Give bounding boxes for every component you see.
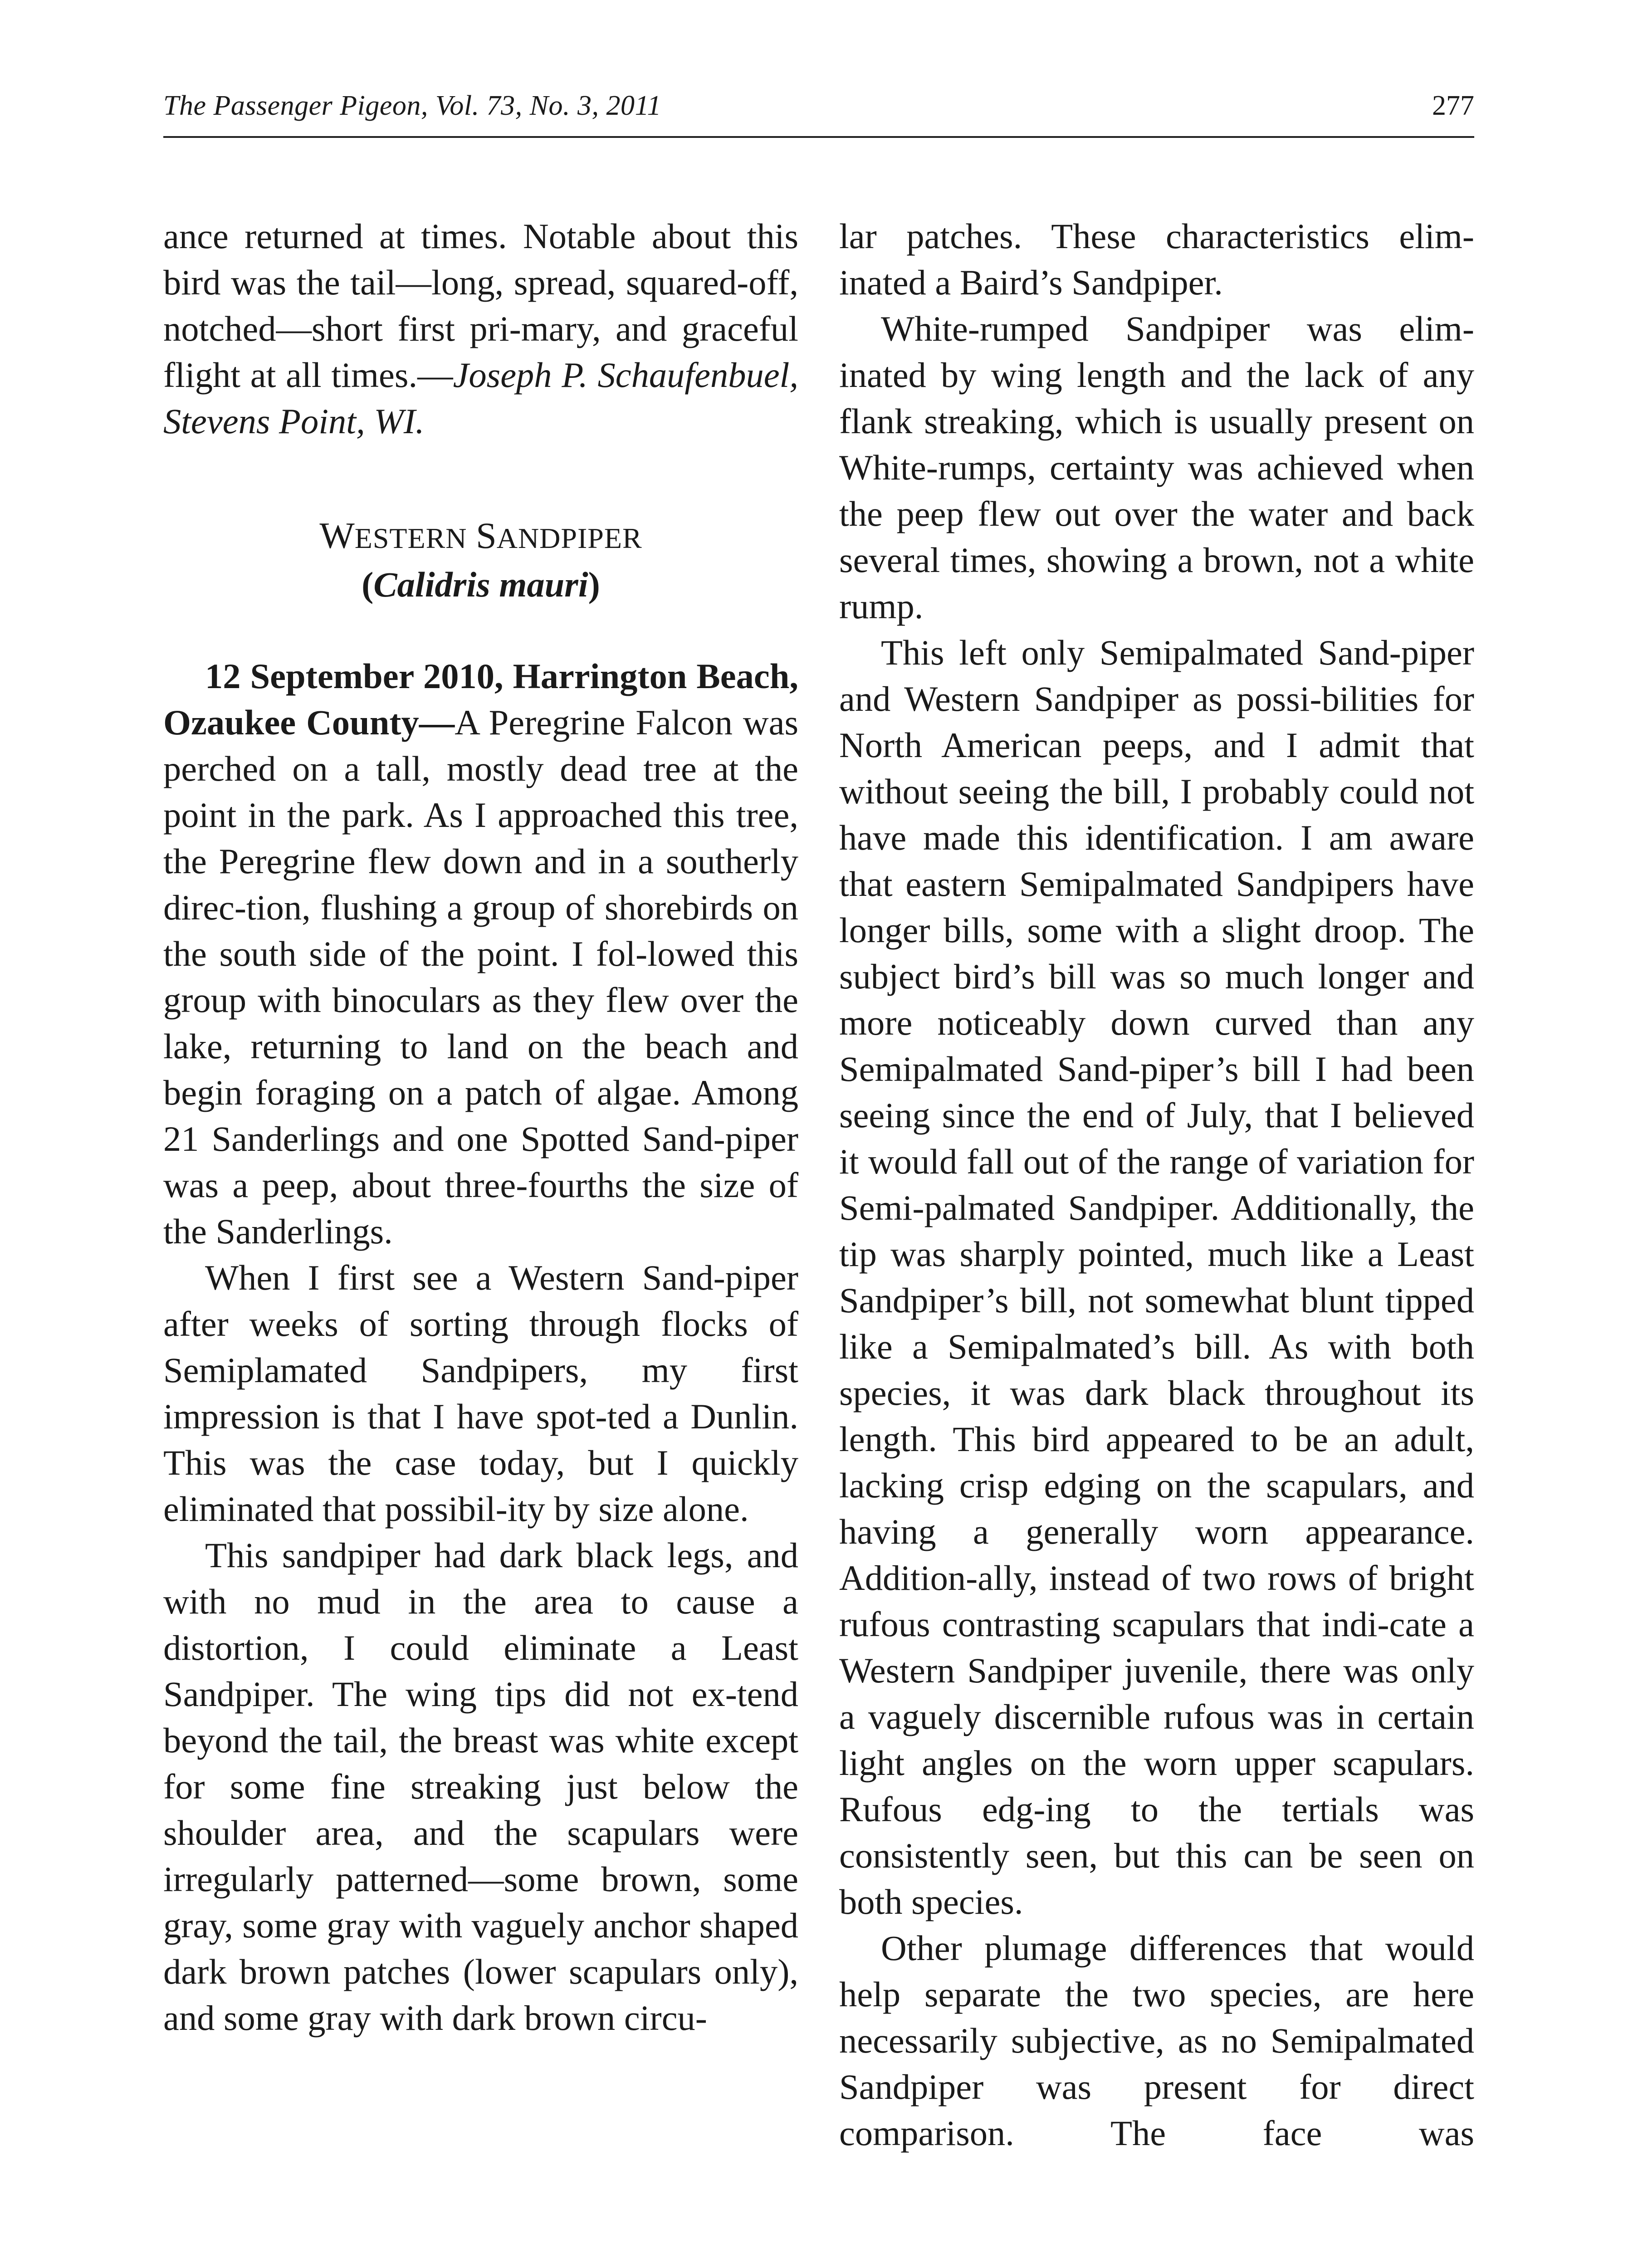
paragraph-plumage: Other plumage differences that would help separate the two species, are here necessarily subjective, as no Semipalmated Sandpiper was present for direct comparison. The face was — [839, 1928, 1474, 2153]
heading-rest-sandpiper: ANDPIPER — [496, 522, 642, 554]
left-column — [163, 213, 798, 2041]
page-header — [163, 86, 1474, 138]
paragraph-dunlin: When I first see a Western Sand-piper after weeks of sorting through flocks of Semiplamated Sandpipers, my first impression is that I have spot-ted a Dunlin. This was the case today, but I quickly eliminated that possibil-ity by size alone. — [163, 1258, 798, 1529]
continued-paragraph — [163, 213, 798, 445]
paragraph-white-rumped: White-rumped Sandpiper was elim-inated by wing length and the lack of any flank streaking, which is usually present on White-rumps, certainty was achieved when the peep flew out over the water and back several times, showing a brown, not a white rump. — [839, 309, 1474, 626]
author-credit: Joseph P. Schaufenbuel, Stevens Point, WI. — [163, 355, 798, 441]
entry-paragraph — [163, 653, 798, 1255]
page-number: 277 — [1432, 90, 1474, 121]
section-heading — [163, 513, 798, 562]
entry-text: A Peregrine Falcon was perched on a tall, mostly dead tree at the point in the park. As I approached this tree, the Peregrine flew down and in a southerly direc-tion, flushing a group of shorebirds on the south side of the point. I fol-lowed this group with binoculars as they flew over the lake, returning to land on the beach and begin foraging on a patch of algae. Among 21 Sanderlings and one Spotted Sand-piper was a peep, about three-fourths the size of the Sanderlings. — [163, 703, 798, 1251]
right-column — [839, 213, 1474, 2156]
paragraph-semipalmated: This left only Semipalmated Sand-piper and Western Sandpiper as possi-bilities for North American peeps, and I admit that without seeing the bill, I probably could not have made this identification. I am aware that eastern Semipalmated Sandpipers have longer bills, some with a slight droop. The subject bird’s bill was so much longer and more noticeably down curved than any Semipalmated Sand-piper’s bill I had been seeing since the end of July, that I believed it would fall out of the range of variation for Semi-palmated Sandpiper. Additionally, the tip was sharply pointed, much like a Least Sandpiper’s bill, not somewhat blunt tipped like a Semipalmated’s bill. As with both species, it was dark black throughout its length. This bird appeared to be an adult, lacking crisp edging on the scapulars, and having a generally worn appearance. Addition-ally, instead of two rows of bright rufous contrasting scapulars that indi-cate a Western Sandpiper juvenile, there was only a vaguely discernible rufous was in certain light angles on the worn upper scapulars. Rufous edg-ing to the tertials was consistently seen, but this can be seen on both species. — [839, 633, 1474, 1921]
continued-paragraph-text: ance returned at times. Notable about this bird was the tail—long, spread, squared-off, notched—short first pri-mary, and graceful flight at all times.— — [163, 216, 798, 395]
running-title: The Passenger Pigeon, Vol. 73, No. 3, 2011 — [163, 90, 661, 121]
heading-initial-s: S — [476, 515, 497, 556]
paragraph-legs: This sandpiper had dark black legs, and with no mud in the area to cause a distortion, I could eliminate a Least Sandpiper. The wing tips did not ex-tend beyond the tail, the breast was white except for some fine streaking just below the shoulder area, and the scapulars were irregularly patterned—some brown, some gray, some gray with vaguely anchor shaped dark brown patches (lower scapulars only), and some gray with dark brown circu- — [163, 1535, 798, 2038]
scientific-name: (Calidris mauri) — [362, 565, 600, 604]
heading-initial-w: W — [319, 515, 355, 556]
entry-date-location: 12 September 2010, Harrington Beach, Ozaukee County— — [163, 656, 798, 742]
heading-rest-western: ESTERN — [354, 522, 467, 554]
scientific-name-text: Calidris mauri — [373, 565, 588, 604]
continued-paragraph-right: lar patches. These characteristics elim-inated a Baird’s Sandpiper. — [839, 216, 1474, 302]
